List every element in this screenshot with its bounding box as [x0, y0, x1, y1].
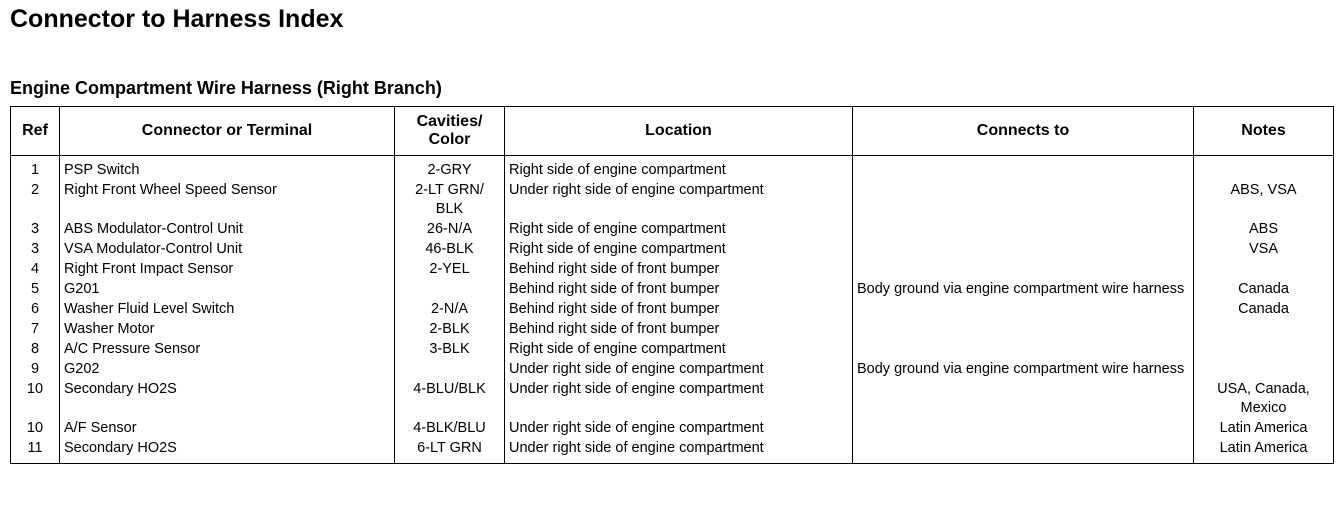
cell-location: Behind right side of front bumper [505, 320, 853, 340]
cell-cavities: 26-N/A [395, 220, 505, 240]
cell-cavities: 2-LT GRN/ BLK [395, 181, 505, 220]
table-row [11, 439, 1334, 464]
cell-connector: PSP Switch [60, 156, 395, 182]
cell-connects-to [853, 320, 1194, 340]
cell-ref: 10 [11, 419, 60, 439]
cell-ref: 9 [11, 360, 60, 380]
cell-cavities [395, 280, 505, 300]
cell-notes: Canada [1194, 280, 1334, 300]
cell-connector: Right Front Impact Sensor [60, 260, 395, 280]
connects-to-text: Body ground via engine compartment wire harness [857, 361, 1185, 377]
table-row [11, 240, 1334, 260]
column-header-ref: Ref [11, 107, 60, 156]
cell-connector: A/F Sensor [60, 419, 395, 439]
cell-location: Under right side of engine compartment [505, 360, 853, 380]
cell-connector: VSA Modulator-Control Unit [60, 240, 395, 260]
table-row [11, 156, 1334, 182]
cell-connector: Washer Fluid Level Switch [60, 300, 395, 320]
cell-location: Right side of engine compartment [505, 220, 853, 240]
cell-notes [1194, 260, 1334, 280]
table-row [11, 280, 1334, 300]
cell-location: Behind right side of front bumper [505, 300, 853, 320]
cell-notes: ABS, VSA [1194, 181, 1334, 220]
cell-cavities: 2-YEL [395, 260, 505, 280]
cell-cavities: 3-BLK [395, 340, 505, 360]
cell-notes: VSA [1194, 240, 1334, 260]
table-header-row [11, 107, 1334, 156]
cell-connector: G201 [60, 280, 395, 300]
table-row [11, 380, 1334, 419]
cell-cavities: 4-BLU/BLK [395, 380, 505, 419]
cell-location: Under right side of engine compartment [505, 439, 853, 464]
connector-index-table [10, 106, 1334, 464]
cell-location: Behind right side of front bumper [505, 260, 853, 280]
cell-notes [1194, 320, 1334, 340]
cell-cavities: 4-BLK/BLU [395, 419, 505, 439]
cell-ref: 6 [11, 300, 60, 320]
cell-location: Under right side of engine compartment [505, 380, 853, 419]
cell-connects-to [853, 419, 1194, 439]
table-body [11, 156, 1334, 464]
cell-cavities: 6-LT GRN [395, 439, 505, 464]
table-row [11, 419, 1334, 439]
table-row [11, 360, 1334, 380]
table-row [11, 260, 1334, 280]
cell-connects-to [853, 240, 1194, 260]
table-row [11, 300, 1334, 320]
cell-connector: G202 [60, 360, 395, 380]
cell-location: Right side of engine compartment [505, 340, 853, 360]
cell-ref: 3 [11, 240, 60, 260]
cell-notes [1194, 360, 1334, 380]
cell-connector: Washer Motor [60, 320, 395, 340]
cell-connector: Secondary HO2S [60, 380, 395, 419]
cell-connector: ABS Modulator-Control Unit [60, 220, 395, 240]
cell-connector: Secondary HO2S [60, 439, 395, 464]
column-header-connector: Connector or Terminal [60, 107, 395, 156]
cell-cavities: 2-GRY [395, 156, 505, 182]
cell-notes: ABS [1194, 220, 1334, 240]
cell-ref: 2 [11, 181, 60, 220]
cell-connector: Right Front Wheel Speed Sensor [60, 181, 395, 220]
table-row [11, 320, 1334, 340]
cell-connects-to [853, 156, 1194, 182]
cell-ref: 3 [11, 220, 60, 240]
cell-cavities [395, 360, 505, 380]
cell-location: Under right side of engine compartment [505, 419, 853, 439]
column-header-cavities: Cavities/ Color [395, 107, 505, 156]
cell-location: Right side of engine compartment [505, 156, 853, 182]
cell-connects-to [853, 300, 1194, 320]
cell-notes: Latin America [1194, 439, 1334, 464]
table-row [11, 220, 1334, 240]
cell-cavities: 2-BLK [395, 320, 505, 340]
column-header-notes: Notes [1194, 107, 1334, 156]
cell-connects-to [853, 380, 1194, 419]
cell-connects-to [853, 360, 1194, 380]
cell-ref: 5 [11, 280, 60, 300]
cell-location: Under right side of engine compartment [505, 181, 853, 220]
cell-notes [1194, 340, 1334, 360]
cell-ref: 11 [11, 439, 60, 464]
cell-connects-to [853, 260, 1194, 280]
column-header-connects-to: Connects to [853, 107, 1194, 156]
cell-notes: Canada [1194, 300, 1334, 320]
section-title: Engine Compartment Wire Harness (Right Branch) [10, 78, 442, 98]
cell-cavities: 2-N/A [395, 300, 505, 320]
cell-location: Behind right side of front bumper [505, 280, 853, 300]
cell-notes: USA, Canada, Mexico [1194, 380, 1334, 419]
cell-ref: 4 [11, 260, 60, 280]
cell-ref: 1 [11, 156, 60, 182]
cell-connector: A/C Pressure Sensor [60, 340, 395, 360]
cell-location: Right side of engine compartment [505, 240, 853, 260]
cell-notes [1194, 156, 1334, 182]
connects-to-text: Body ground via engine compartment wire harness [857, 281, 1185, 297]
cell-connects-to [853, 280, 1194, 300]
column-header-location: Location [505, 107, 853, 156]
page-title: Connector to Harness Index [10, 5, 344, 33]
cell-connects-to [853, 181, 1194, 220]
table-row [11, 340, 1334, 360]
cell-connects-to [853, 220, 1194, 240]
cell-connects-to [853, 439, 1194, 464]
cell-connects-to [853, 340, 1194, 360]
cell-notes: Latin America [1194, 419, 1334, 439]
cell-ref: 10 [11, 380, 60, 419]
cell-ref: 8 [11, 340, 60, 360]
table-row [11, 181, 1334, 220]
cell-ref: 7 [11, 320, 60, 340]
cell-cavities: 46-BLK [395, 240, 505, 260]
